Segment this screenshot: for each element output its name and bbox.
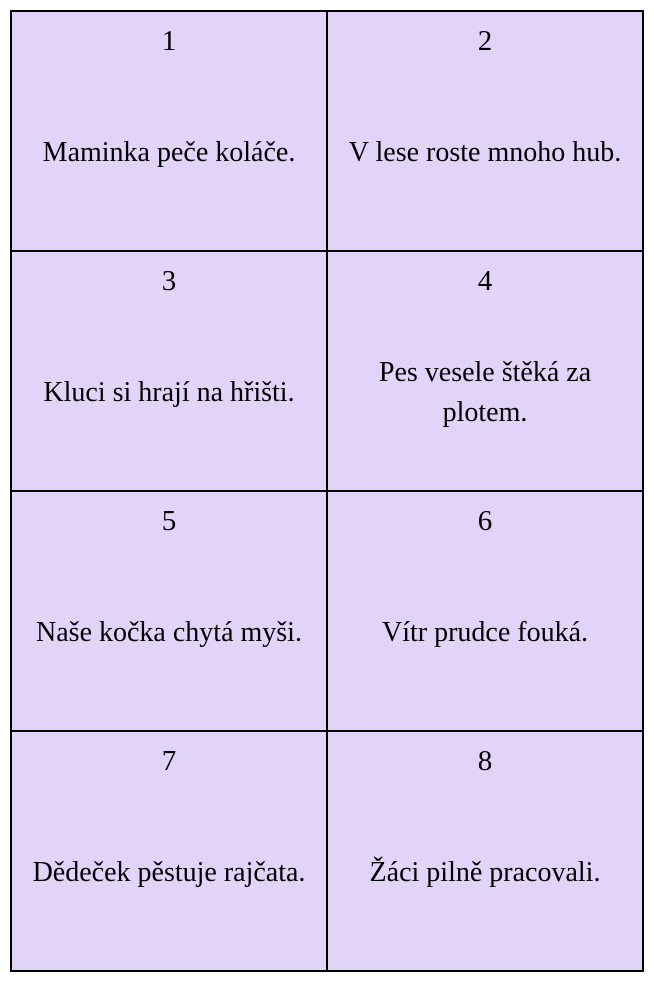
card-number: 8 — [477, 745, 493, 777]
sentence-card-7 — [12, 732, 328, 972]
card-number: 5 — [161, 505, 177, 537]
card-number: 1 — [161, 25, 177, 57]
card-sentence: V lese roste mnoho hub. — [348, 137, 622, 168]
sentence-card-grid — [10, 10, 644, 972]
card-number: 6 — [477, 505, 493, 537]
card-sentence: Maminka peče koláče. — [42, 137, 296, 168]
card-number: 7 — [161, 745, 177, 777]
card-sentence: Kluci si hrají na hřišti. — [43, 377, 295, 408]
card-sentence: Vítr prudce fouká. — [381, 617, 589, 648]
sentence-card-5 — [12, 492, 328, 732]
card-sentence: Pes vesele štěká za plotem. — [378, 357, 592, 428]
card-number: 3 — [161, 265, 177, 297]
sentence-card-8 — [328, 732, 644, 972]
sentence-card-4 — [328, 252, 644, 492]
sentence-card-6 — [328, 492, 644, 732]
card-sentence: Naše kočka chytá myši. — [36, 617, 302, 648]
card-number: 2 — [477, 25, 493, 57]
card-number: 4 — [477, 265, 493, 297]
card-sentence: Dědeček pěstuje rajčata. — [32, 857, 306, 888]
sentence-card-2 — [328, 12, 644, 252]
sentence-card-1 — [12, 12, 328, 252]
sentence-card-3 — [12, 252, 328, 492]
card-sentence: Žáci pilně pracovali. — [369, 857, 601, 888]
